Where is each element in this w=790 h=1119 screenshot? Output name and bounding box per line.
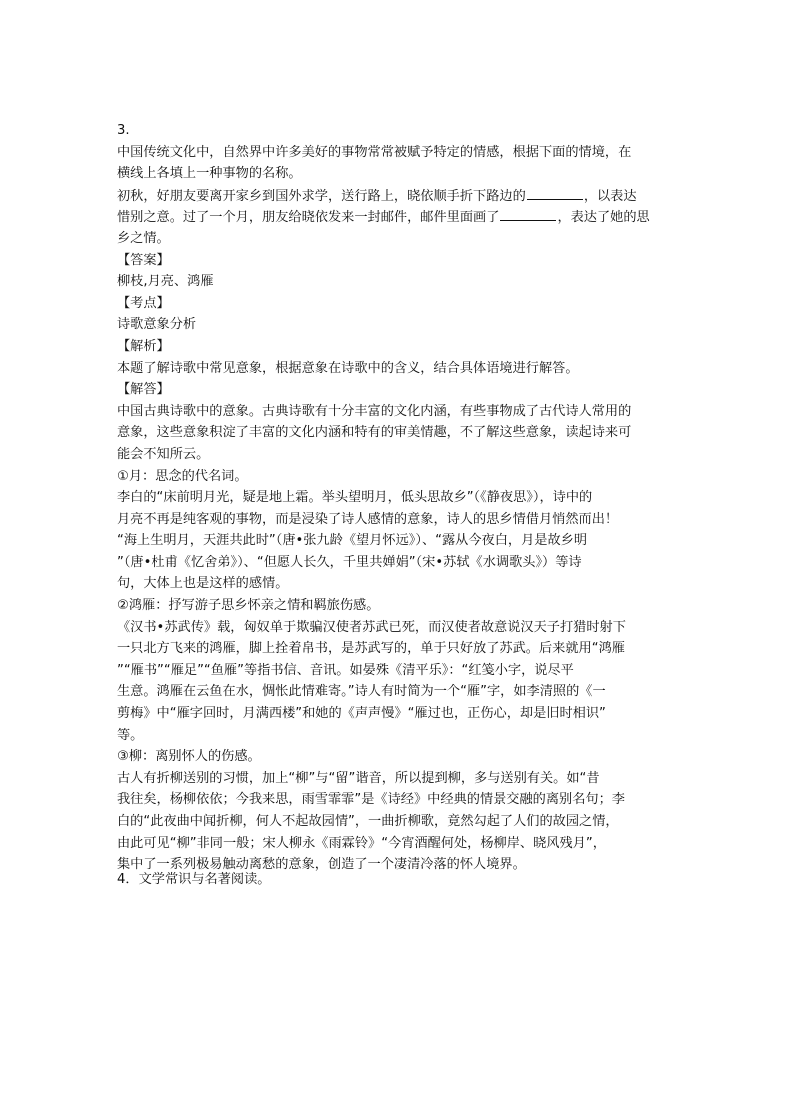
topic-label: 【考点】 (117, 295, 170, 311)
context-text: ，表达了她的思 (557, 210, 650, 226)
answer-label: 【答案】 (117, 252, 170, 268)
fill-blank-1[interactable] (527, 185, 583, 200)
solution-line: 剪梅》中“雁字回时，月满西楼”和她的《声声慢》“雁过也，正伤心，却是旧时相识” (117, 706, 606, 722)
context-text: 惜别之意。过了一个月，朋友给晓依发来一封邮件，邮件里面画了 (117, 210, 500, 226)
solution-line: 等。 (117, 727, 144, 743)
question-stem-line: 横线上各填上一种事物的名称。 (117, 166, 302, 182)
solution-line: 中国古典诗歌中的意象。古典诗歌有十分丰富的文化内涵，有些事物成了古代诗人常用的 (117, 403, 632, 419)
solution-label: 【解答】 (117, 382, 170, 398)
solution-line: 《汉书•苏武传》载，匈奴单于欺骗汉使者苏武已死，而汉使者故意说汉天子打猎时射下 (117, 619, 626, 635)
solution-line: ③柳：离别怀人的伤感。 (117, 749, 261, 765)
context-line: 乡之情。 (117, 230, 170, 246)
topic-text: 诗歌意象分析 (117, 317, 197, 333)
question-stem-line: 中国传统文化中，自然界中许多美好的事物常常被赋予特定的情感，根据下面的情境，在 (117, 144, 632, 160)
context-text: ，以表达 (583, 188, 637, 204)
solution-line: ①月：思念的代名词。 (117, 468, 248, 484)
answer-text: 柳枝,月亮、鸿雁 (117, 274, 214, 290)
solution-line: 集中了一系列极易触动离愁的意象，创造了一个凄清冷落的怀人境界。 (117, 857, 526, 873)
solution-line: “海上生明月，天涯共此时”（唐•张九龄《望月怀远》）、“露从今夜白，月是故乡明 (117, 533, 588, 549)
solution-line: 李白的“床前明月光，疑是地上霜。举头望明月，低头思故乡”（《静夜思》），诗中的 (117, 490, 593, 506)
solution-line: 月亮不再是纯客观的事物，而是浸染了诗人感情的意象，诗人的思乡情借月悄然而出！ (117, 511, 619, 527)
question-4-title: 4．文学常识与名著阅读。 (117, 872, 271, 887)
solution-line: 句，大体上也是这样的感情。 (117, 576, 289, 592)
solution-line: 生意。鸿雁在云鱼在水，惆怅此情难寄。”诗人有时简为一个“雁”字，如李清照的《一 (117, 684, 606, 700)
fill-blank-2[interactable] (500, 206, 556, 221)
question-number: 3. (117, 123, 130, 138)
solution-line: 意象，这些意象积淀了丰富的文化内涵和特有的审美情趣，不了解这些意象，读起诗来可 (117, 425, 632, 441)
solution-line: 由此可见“柳”非同一般；宋人柳永《雨霖铃》“今宵酒醒何处，杨柳岸、晓风残月”， (117, 835, 606, 851)
solution-line: 能会不知所云。 (117, 446, 210, 462)
solution-line: 古人有折柳送别的习惯，加上“柳”与“留”谐音，所以提到柳，多与送别有关。如“昔 (117, 770, 600, 786)
solution-line: ”“雁书”“雁足”“鱼雁”等指书信、音讯。如晏殊《清平乐》：“红笺小字，说尽平 (117, 662, 574, 678)
question-3 (117, 120, 677, 876)
solution-line: 白的“此夜曲中闻折柳，何人不起故园情”，一曲折柳歌，竟然勾起了人们的故园之情， (117, 814, 619, 829)
analysis-text: 本题了解诗歌中常见意象，根据意象在诗歌中的含义，结合具体语境进行解答。 (117, 360, 579, 376)
analysis-label: 【解析】 (117, 338, 170, 354)
solution-line: ②鸿雁：抒写游子思乡怀亲之情和羁旅伤感。 (117, 598, 380, 614)
solution-line: ”（唐•杜甫《忆舍弟》）、“但愿人长久，千里共婵娟”（宋•苏轼《水调歌头》）等诗 (117, 554, 582, 570)
context-text: 初秋，好朋友要离开家乡到国外求学，送行路上，晓依顺手折下路边的 (117, 188, 526, 204)
solution-line: 一只北方飞来的鸿雁，脚上拴着帛书，是苏武写的，单于只好放了苏武。后来就用“鸿雁 (117, 641, 625, 657)
context-line (117, 206, 677, 228)
solution-line: 我往矣，杨柳依依；今我来思，雨雪霏霏”是《诗经》中经典的情景交融的离别名句；李 (117, 792, 625, 808)
context-line (117, 185, 677, 207)
